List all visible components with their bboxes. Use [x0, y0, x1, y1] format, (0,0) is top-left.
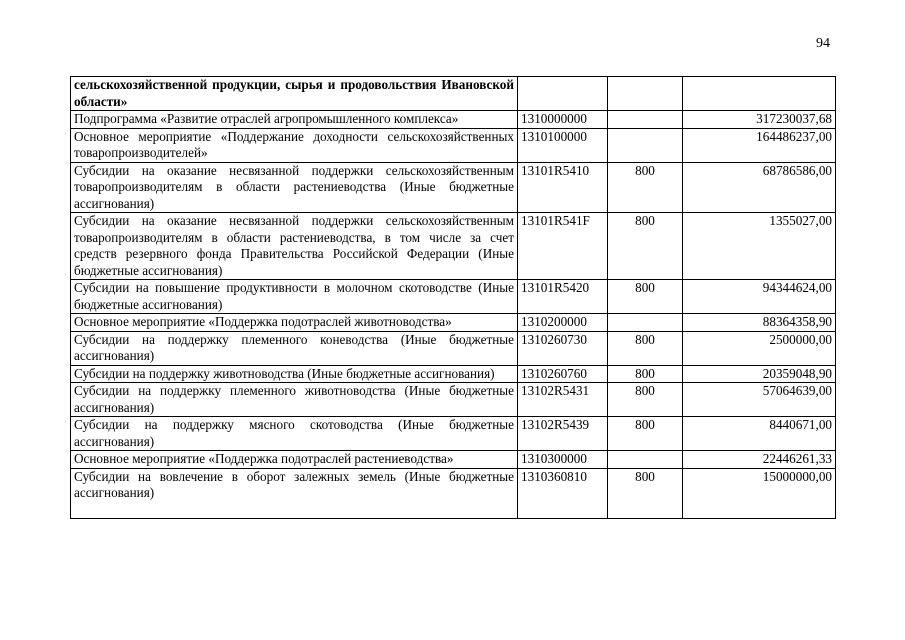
row-sum: 57064639,00	[683, 383, 836, 417]
row-name: Субсидии на поддержку животноводства (Иные бюджетные ассигнования)	[71, 365, 518, 383]
page-number: 94	[816, 36, 830, 51]
row-sum: 164486237,00	[683, 128, 836, 162]
row-sum: 1355027,00	[683, 213, 836, 280]
row-code: 1310100000	[518, 128, 608, 162]
row-name: Субсидии на повышение продуктивности в молочном скотоводстве (Иные бюджетные ассигнования)	[71, 280, 518, 314]
row-code: 13101R5420	[518, 280, 608, 314]
row-code: 13102R5439	[518, 417, 608, 451]
row-name: Субсидии на вовлечение в оборот залежных земель (Иные бюджетные ассигнования)	[71, 468, 518, 518]
table-row	[71, 111, 836, 129]
row-name: сельскохозяйственной продукции, сырья и продовольствия Ивановской области»	[71, 77, 518, 111]
row-code: 1310000000	[518, 111, 608, 129]
row-expense-type	[608, 314, 683, 332]
table-row	[71, 280, 836, 314]
row-name: Основное мероприятие «Поддержание доходности сельскохозяйственных товаропроизводителей»	[71, 128, 518, 162]
table-row	[71, 314, 836, 332]
row-name: Основное мероприятие «Поддержка подотраслей животноводства»	[71, 314, 518, 332]
row-expense-type	[608, 128, 683, 162]
row-sum: 68786586,00	[683, 162, 836, 213]
row-sum: 22446261,33	[683, 451, 836, 469]
row-expense-type	[608, 451, 683, 469]
row-expense-type: 800	[608, 162, 683, 213]
row-name: Субсидии на поддержку племенного коневодства (Иные бюджетные ассигнования)	[71, 331, 518, 365]
row-sum: 20359048,90	[683, 365, 836, 383]
table-row	[71, 365, 836, 383]
table-row	[71, 128, 836, 162]
row-code: 1310260760	[518, 365, 608, 383]
row-expense-type	[608, 77, 683, 111]
row-sum: 8440671,00	[683, 417, 836, 451]
table-row	[71, 213, 836, 280]
row-sum: 88364358,90	[683, 314, 836, 332]
table-row	[71, 331, 836, 365]
row-code: 1310300000	[518, 451, 608, 469]
table-row	[71, 451, 836, 469]
row-sum	[683, 77, 836, 111]
row-expense-type: 800	[608, 468, 683, 518]
row-sum: 94344624,00	[683, 280, 836, 314]
row-name: Субсидии на оказание несвязанной поддержки сельскохозяйственным товаропроизводителям в области растениеводства (Иные бюджетные ассигнования)	[71, 162, 518, 213]
table-row	[71, 468, 836, 518]
row-expense-type: 800	[608, 383, 683, 417]
row-sum: 2500000,00	[683, 331, 836, 365]
row-expense-type	[608, 111, 683, 129]
row-code: 13101R5410	[518, 162, 608, 213]
table-row	[71, 417, 836, 451]
row-name: Субсидии на оказание несвязанной поддержки сельскохозяйственным товаропроизводителям в области растениеводства, в том числе за счет средств резервного фонда Правительства Российской Федерации (Иные бюджетные ассигнования)	[71, 213, 518, 280]
table-row	[71, 77, 836, 111]
row-code: 1310260730	[518, 331, 608, 365]
row-name: Субсидии на поддержку племенного животноводства (Иные бюджетные ассигнования)	[71, 383, 518, 417]
budget-table	[70, 76, 836, 519]
row-code: 1310200000	[518, 314, 608, 332]
row-code	[518, 77, 608, 111]
row-name: Основное мероприятие «Поддержка подотраслей растениеводства»	[71, 451, 518, 469]
row-expense-type: 800	[608, 280, 683, 314]
row-sum: 317230037,68	[683, 111, 836, 129]
row-code: 1310360810	[518, 468, 608, 518]
table-row	[71, 383, 836, 417]
row-code: 13102R5431	[518, 383, 608, 417]
table-row	[71, 162, 836, 213]
row-name: Субсидии на поддержку мясного скотоводства (Иные бюджетные ассигнования)	[71, 417, 518, 451]
row-expense-type: 800	[608, 331, 683, 365]
row-name: Подпрограмма «Развитие отраслей агропромышленного комплекса»	[71, 111, 518, 129]
row-sum: 15000000,00	[683, 468, 836, 518]
row-expense-type: 800	[608, 417, 683, 451]
row-code: 13101R541F	[518, 213, 608, 280]
row-expense-type: 800	[608, 365, 683, 383]
row-expense-type: 800	[608, 213, 683, 280]
